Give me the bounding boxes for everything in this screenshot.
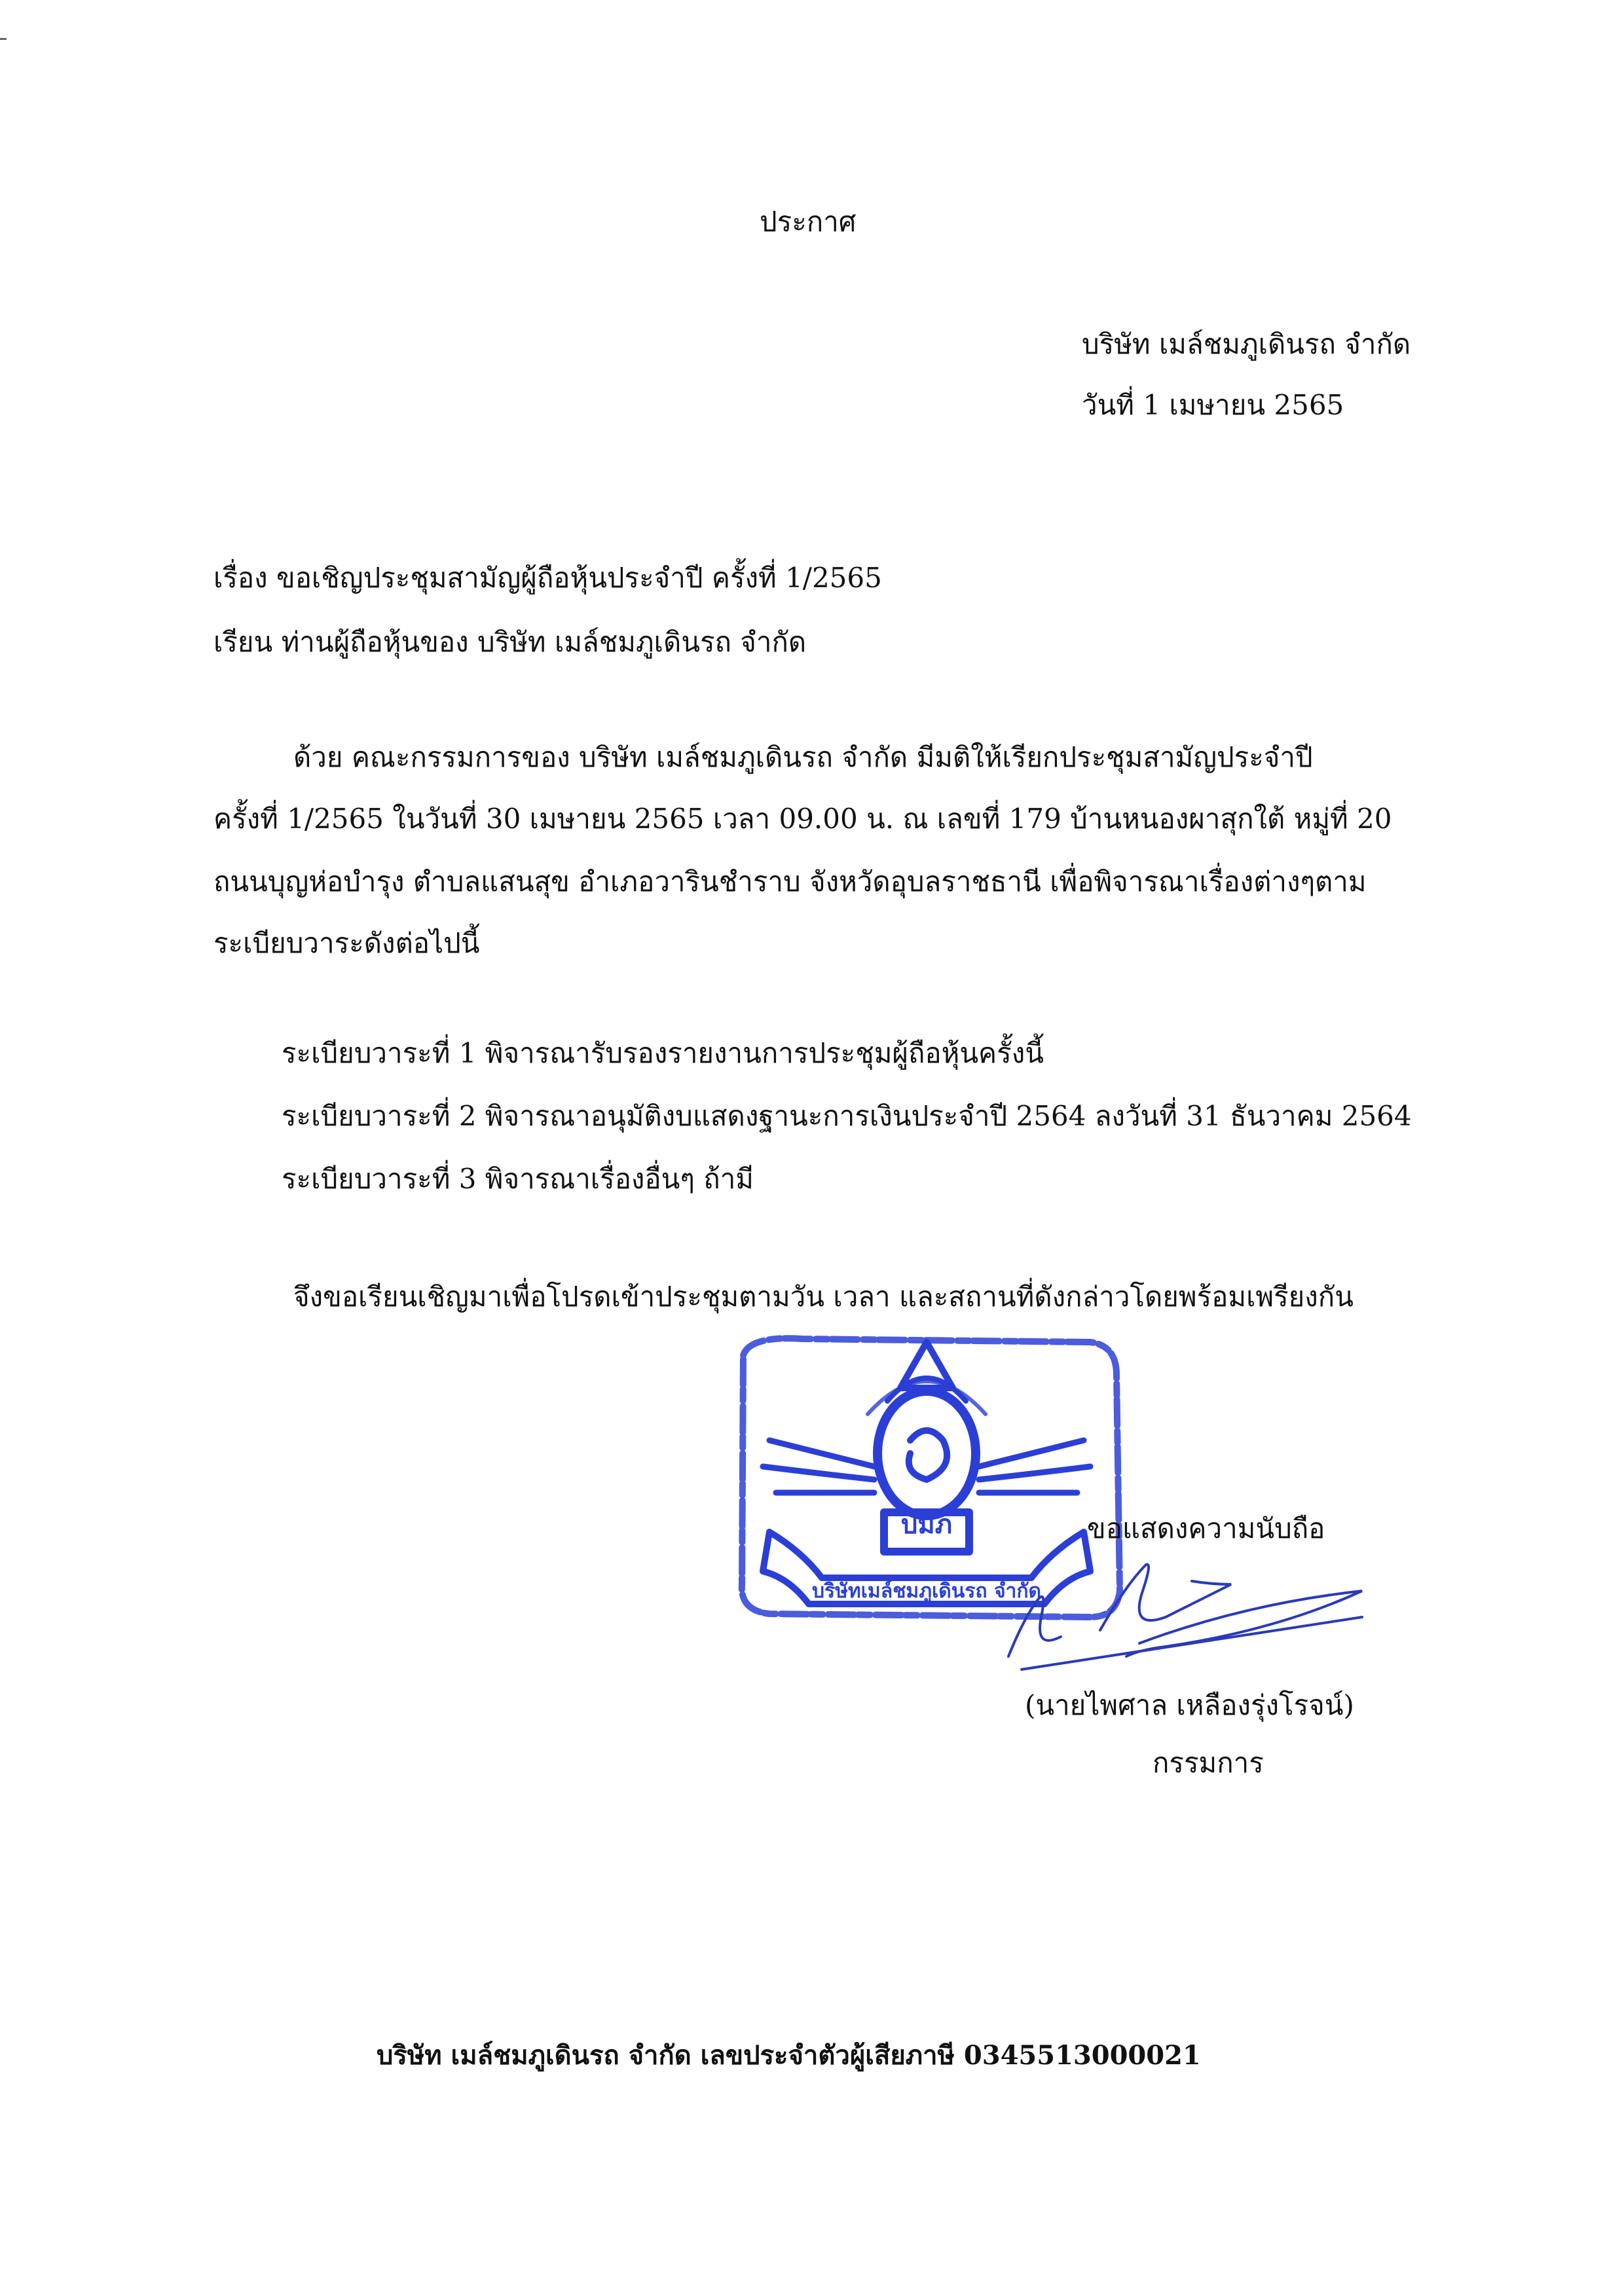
regards-line: ขอแสดงความนับถือ: [1087, 1512, 1325, 1544]
scan-mark: [0, 38, 7, 40]
stamp-monogram: บมภ: [900, 1510, 953, 1540]
stamp-text: บริษัทเมล์ชมภูเดินรถ จำกัด: [811, 1580, 1042, 1603]
body-line: ระเบียบวาระดังต่อไปนี้: [213, 927, 480, 959]
document-title: ประกาศ: [760, 206, 857, 238]
document-date: วันที่ 1 เมษายน 2565: [1082, 389, 1344, 421]
company-name: บริษัท เมล์ชมภูเดินรถ จำกัด: [1082, 328, 1411, 360]
closing-line: จึงขอเรียนเชิญมาเพื่อโปรดเข้าประชุมตามวัน เวลา และสถานที่ดังกล่าวโดยพร้อมเพรียงกัน: [293, 1281, 1354, 1313]
agenda-item-2: ระเบียบวาระที่ 2 พิจารณาอนุมัติงบแสดงฐานะการเงินประจำปี 2564 ลงวันที่ 31 ธันวาคม 2564: [282, 1100, 1412, 1132]
subject-line: เรื่อง ขอเชิญประชุมสามัญผู้ถือหุ้นประจำปี ครั้งที่ 1/2565: [213, 562, 882, 594]
agenda-item-3: ระเบียบวาระที่ 3 พิจารณาเรื่องอื่นๆ ถ้ามี: [282, 1163, 754, 1195]
addressee-line: เรียน ท่านผู้ถือหุ้นของ บริษัท เมล์ชมภูเดินรถ จำกัด: [213, 626, 807, 658]
signer-name: (นายไพศาล เหลืองรุ่งโรจน์): [1025, 1689, 1354, 1721]
signature: [995, 1545, 1388, 1676]
body-line: ด้วย คณะกรรมการของ บริษัท เมล์ชมภูเดินรถ จำกัด มีมติให้เรียกประชุมสามัญประจำปี: [293, 741, 1313, 773]
agenda-item-1: ระเบียบวาระที่ 1 พิจารณารับรองรายงานการประชุมผู้ถือหุ้นครั้งนี้: [282, 1037, 1044, 1069]
footer-company-tax-id: บริษัท เมล์ชมภูเดินรถ จำกัด เลขประจำตัวผู้เสียภาษี 0345513000021: [377, 2040, 1201, 2071]
body-line: ถนนบุญห่อบำรุง ตำบลแสนสุข อำเภอวารินชำราบ จังหวัดอุบลราชธานี เพื่อพิจารณาเรื่องต่างๆตาม: [213, 866, 1367, 898]
body-line: ครั้งที่ 1/2565 ในวันที่ 30 เมษายน 2565 เวลา 09.00 น. ณ เลขที่ 179 บ้านหนองผาสุกใต้ หมู่ที่ 20: [213, 803, 1392, 835]
signer-title: กรรมการ: [1153, 1747, 1264, 1779]
